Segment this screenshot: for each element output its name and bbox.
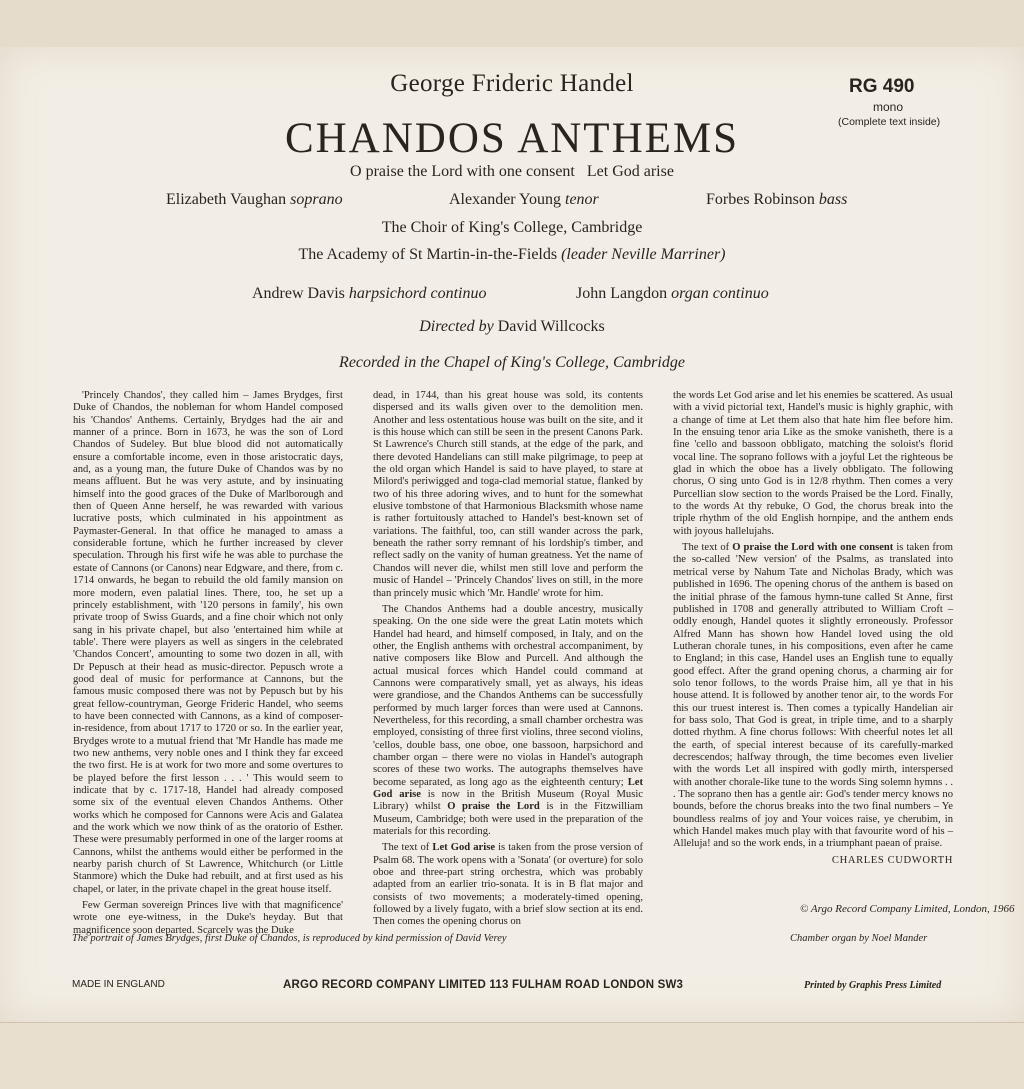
harpsichord-name: Andrew Davis: [252, 285, 345, 302]
performer-tenor: [449, 191, 599, 209]
performer-bass: [706, 191, 847, 209]
notes-text: is taken from the prose version of Psalm 68. The work opens with a 'Sonata' (or overture) for solo oboe and three-part string orchestra, which was probably adapted from an earlier trio-sonata. It is in B flat major and consists of two movements; a moderately-timed opening, followed by a lively fugato, with a brief slow section at its end. Then comes the opening chorus on: [373, 842, 644, 928]
tenor-role: tenor: [565, 191, 599, 208]
harpsichord-role: harpsichord continuo: [348, 285, 487, 302]
copyright-notice: © Argo Record Company Limited, London, 1966: [800, 903, 1015, 915]
bass-role: bass: [818, 191, 848, 208]
director-line: [0, 318, 1024, 336]
sleeve-top-edge: [0, 0, 1024, 47]
notes-paragraph: [673, 542, 953, 851]
notes-text: is taken from the so-called 'New version' of the Psalms, as translated into metrical verse by Nahum Tate and Nicholas Brady, which was published in 1696. The opening chorus of the anthem is based on the initial phrase of the famous hymn-tune called St Anne, first published in 1708 and generally attributed to William Croft – oddly enough, Handel quotes it slightly erroneously. Professor Alfred Mann has shown how Handel loved using the old Lutheran chorale tunes, in his compositions, even after he came to England; in this case, Handel uses an English tune to equally good effect. After the grand opening chorus, a charming air for solo tenor follows, to the words Praise him, all ye that in his house attend. It is followed by another tenor air, to the words For this our truest interest is. Then comes a typically Handelian air for bass solo, That God is great, in triple time, and to a sharply dotted rhythm. A fine chorus follows: With cheerful notes let all the earth, of special interest because of its carefully-marked decrescendos; halfway through, the time becomes even livelier with the words Let all inspired with godly mirth, interspersed with another chorale-like tune to the words Sing solemn hymns . . . The soprano then has a gentle air: God's tender mercy knows no bounds, before the chorus breaks into the two final numbers – Ye boundless realms of joy and Your voices raise, ye cherubim, in which Handel makes much play with that favourite word of his – Alleluja! and so the work ends, in a triumphant paean of praise.: [673, 542, 953, 850]
organ-credit: Chamber organ by Noel Mander: [790, 933, 928, 944]
made-in-label: MADE IN ENGLAND: [72, 979, 165, 990]
notes-column-2: [373, 390, 643, 937]
author-signature: CHARLES CUDWORTH: [831, 854, 953, 866]
catalog-number: RG 490: [849, 76, 915, 97]
composer-name: George Frideric Handel: [390, 70, 634, 97]
soprano-role: soprano: [290, 191, 343, 208]
notes-paragraph: Few German sovereign Princes live with that magnificence' wrote one eye-witness, in the Duke's heyday. But that magnificence soon departed. Scarcely was the Duke: [73, 900, 343, 936]
recording-location: Recorded in the Chapel of King's College, Cambridge: [339, 354, 685, 371]
works-subtitle: O praise the Lord with one consent Let God arise: [350, 163, 674, 180]
performer-organ: [576, 285, 769, 303]
notes-text: is in the Fitzwilliam Museum, Cambridge; both were used in the preparation of the materials for this recording.: [373, 801, 643, 838]
director-name: David Willcocks: [497, 318, 605, 335]
performer-soprano: [166, 191, 343, 209]
work-title-o-praise: O praise the Lord with one consent: [732, 542, 894, 554]
tenor-name: Alexander Young: [449, 191, 561, 208]
orchestra-leader: (leader Neville Marriner): [561, 246, 726, 263]
directed-label: Directed by: [419, 318, 494, 335]
notes-paragraph: 'Princely Chandos', they called him – James Brydges, first Duke of Chandos, the nobleman for whom Handel composed his 'Chandos' Anthems. Certainly, Brydges had the air and manner of a prince. Born in 1673, he was the son of Lord Chandos of Sudeley. But blue blood did not automatically ensure a comfortable income, even in those aristocratic days, and, as a young man, the future Duke of Chandos was by no means affluent. But he was very astute, and by insinuating himself into the good graces of the Duke of Marlborough and then of Queen Anne herself, he was rewarded with various lucrative posts, which culminated in his appointment as Paymaster-General. In that office he managed to amass a considerable fortune, which he further increased by clever speculation. Through his first wife he was able to purchase the estate of Cannons (or Canons) near Edgware, and there, from c. 1714 onwards, he began to rebuild the old family mansion on more modern, even palatial lines. There, too, he set up a princely establishment, with '120 persons in family', his own private troop of Swiss Guards, and a fine choir which not only sang in his private chapel, but also 'entertained him while at table'. There were players as well as singers in the celebrated 'Chandos Concert', amounting to some two dozen in all, with Dr Pepusch at their head as music-director. Pepusch wrote a good deal of music for performance at Cannons, but the famous music composed there was not by Pepusch but by his great fellow-countryman, George Frideric Handel, who seems to have been connected with Cannons, as a kind of composer-in-residence, from about 1717 to 1720 or so. In the earlier year, Brydges wrote to a mutual friend that 'Mr Handle has made me two new anthems, very noble ones and I think they far exceed the two first. He is at work for two more and some overtures to be played before the first lesson . . . ' This would seem to indicate that by c. 1717-18, Handel had already composed some six of the eventual eleven Chandos Anthems. Other works which he composed for Cannons were Acis and Galatea and the work which we now think of as the oratorio of Esther. These were presumably performed in one of the larger rooms at Cannons, whilst the anthems would either be performed in the nearby parish church of St Lawrence, Whitchurch (or Little Stanmore) which the Duke had rebuilt, and at first used as his chapel, or later, in the private chapel in the great house itself.: [73, 390, 343, 895]
sleeve-bottom-edge: [0, 1022, 1024, 1089]
bass-name: Forbes Robinson: [706, 191, 815, 208]
notes-paragraph: [373, 842, 643, 928]
complete-text-note: (Complete text inside): [838, 116, 941, 128]
portrait-credit: The portrait of James Brydges, first Duke of Chandos, is reproduced by kind permission of David Verey: [72, 933, 507, 944]
choir-line: The Choir of King's College, Cambridge: [381, 219, 643, 236]
notes-text: is now in the British Museum (Royal Music Library) whilst: [373, 789, 643, 813]
work-title-let-god-arise: Let God arise: [432, 842, 496, 854]
notes-text: The Chandos Anthems had a double ancestry, musically speaking. On the one side were the great Latin motets which Handel had heard, and himself composed, in Italy, and on the other, the English anthems with orchestral accompaniment, by native composers like Blow and Purcell. And although the actual musical forces which Handel could command at Cannons were comparatively small, yet as always, his ideas were grandiose, and the Chandos Anthems can be successfully performed by much larger forces than were used at Cannons. Nevertheless, for this recording, a small chamber orchestra was employed, consisting of three first violins, three second violins, 'cellos, double bass, one oboe, one bassoon, harpsichord and chamber organ – there were no violas in Handel's autograph scores of these two works. The autographs themselves have become separated, as long ago as the eighteenth century;: [373, 603, 643, 788]
notes-paragraph: dead, in 1744, than his great house was sold, its contents dispersed and its walls given over to the demolition men. Another and less ostentatious house was built on the site, and it is this house which can still be seen in the present Canons Park. St Lawrence's Church still stands, at the edge of the park, and there devoted Handelians can still make pilgrimage, to peep at the old organ which Handel is said to have played, to stare at Milord's periwigged and toga-clad memorial statue, flanked by two of his three adoring wives, and to hunt for the somewhat elusive tombstone of that Harmonious Blacksmith whose name is rather fortuitously attached to Handel's best-known set of variations. The faithful, too, can still wander across the park, beneath the rather sorry remnant of his lordship's timber, and reflect sadly on the vanity of human greatness. Yet the name of Chandos will never die, whilst men still love and perform the music of Handel – 'Princely Chandos' lives on still, in the more than princely music which 'Mr. Handle' wrote for him.: [373, 390, 643, 599]
orchestra-line: [0, 246, 1024, 264]
performer-harpsichord: [252, 285, 487, 303]
format-label: mono: [873, 100, 904, 114]
printer-credit: Printed by Graphis Press Limited: [804, 980, 942, 991]
organ-role: organ continuo: [671, 285, 769, 302]
organ-name: John Langdon: [576, 285, 668, 302]
notes-text: The text of: [382, 842, 430, 854]
notes-paragraph: [373, 604, 643, 839]
notes-column-3: [673, 390, 953, 937]
work-title-o-praise: O praise the Lord: [447, 801, 540, 813]
soprano-name: Elizabeth Vaughan: [166, 191, 287, 208]
publisher-address: ARGO RECORD COMPANY LIMITED 113 FULHAM ROAD LONDON SW3: [283, 979, 684, 991]
work-title-let-god-arise: Let God arise: [373, 776, 643, 800]
notes-text: The text of: [682, 542, 730, 554]
notes-column-1: [73, 390, 343, 937]
orchestra-name: The Academy of St Martin-in-the-Fields: [298, 246, 558, 263]
album-title: CHANDOS ANTHEMS: [284, 115, 740, 162]
notes-paragraph: the words Let God arise and let his enemies be scattered. As usual with a vivid pictorial text, Handel's music is highly graphic, with a change of time at Let them also that hate him flee before him. In the ensuing tenor aria Like as the smoke vanisheth, there is a fine 'cello and bassoon obbligato, matching the soloist's florid vocal line. The soprano follows with a joyful Let the righteous be glad in which the oboe has a lively obbligato. The following chorus, O sing unto God is in 12/8 rhythm. Then comes a very Purcellian slow section to the words Praised be the Lord. Finally, to the words At thy rebuke, O God, the chorus break into the triple rhythm of the old English hornpipe, and the anthem ends with joyous hallelujahs.: [673, 390, 953, 537]
